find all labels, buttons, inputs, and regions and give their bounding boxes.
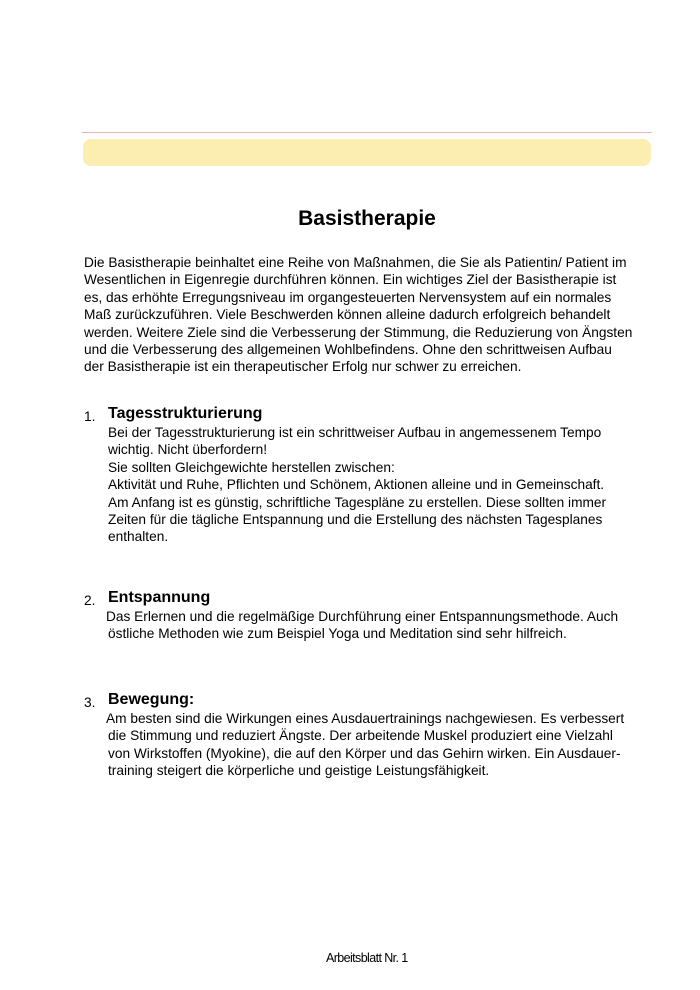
intro-line: und die Verbesserung des allgemeinen Wohlbefindens. Ohne den schrittweisen Aufbau [84, 342, 612, 358]
intro-line: Maß zurückzuführen. Viele Beschwerden können alleine dadurch erfolgreich behandelt [84, 307, 611, 323]
intro-line: Wesentlichen in Eigenregie durchführen können. Ein wichtiges Ziel der Basistherapie ist [84, 272, 617, 288]
section-line: Das Erlernen und die regelmäßige Durchführung einer Entspannungsmethode. Auch [106, 609, 619, 624]
section-number: 2. [84, 593, 96, 608]
section-body [84, 424, 664, 546]
intro-line: es, das erhöhte Erregungsniveau im organgesteuerten Nervensystem auf ein normales [84, 289, 612, 305]
section-line: training steigert die körperliche und geistige Leistungsfähigkeit. [108, 763, 490, 779]
section-heading-row [84, 588, 664, 608]
section-heading-row [84, 690, 664, 710]
intro-line: werden. Weitere Ziele sind die Verbesserung der Stimmung, die Reduzierung von Ängsten [84, 324, 633, 340]
section-body [84, 608, 664, 643]
section-number: 1. [84, 409, 96, 424]
section-tagesstrukturierung [84, 404, 664, 546]
section-bewegung [84, 690, 664, 780]
section-line: Bei der Tagesstrukturierung ist ein schrittweiser Aufbau in angemessenem Tempo [108, 425, 602, 440]
section-heading: Bewegung: [108, 691, 195, 708]
section-line: wichtig. Nicht überfordern! [108, 442, 267, 458]
header-banner [83, 139, 651, 166]
header-rule [82, 132, 652, 133]
section-entspannung [84, 588, 664, 643]
page-title: Basistherapie [298, 207, 436, 230]
section-line: Am besten sind die Wirkungen eines Ausdauertrainings nachgewiesen. Es verbessert [106, 711, 625, 726]
intro-paragraph [84, 254, 664, 376]
intro-line: der Basistherapie ist ein therapeutischer Erfolg nur schwer zu erreichen. [84, 359, 522, 375]
intro-line: Die Basistherapie beinhaltet eine Reihe von Maßnahmen, die Sie als Patientin/ Patient im [84, 255, 627, 270]
section-body [84, 710, 664, 780]
section-line: Am Anfang ist es günstig, schriftliche Tagespläne zu erstellen. Diese sollten immer [108, 494, 607, 510]
section-line: östliche Methoden wie zum Beispiel Yoga und Meditation sind sehr hilfreich. [108, 626, 567, 642]
section-line: enthalten. [108, 529, 169, 545]
section-heading: Entspannung [108, 589, 211, 606]
section-line: von Wirkstoffen (Myokine), die auf den Körper und das Gehirn wirken. Ein Ausdauer- [108, 745, 621, 761]
section-heading: Tagesstrukturierung [108, 405, 263, 422]
section-line: Sie sollten Gleichgewichte herstellen zwischen: [108, 459, 395, 475]
footer-label: Arbeitsblatt Nr. 1 [326, 951, 408, 965]
section-number: 3. [84, 695, 96, 710]
section-line: die Stimmung und reduziert Ängste. Der arbeitende Muskel produziert eine Vielzahl [108, 728, 613, 744]
section-line: Zeiten für die tägliche Entspannung und die Erstellung des nächsten Tagesplanes [108, 512, 603, 528]
section-line: Aktivität und Ruhe, Pflichten und Schönem, Aktionen alleine und in Gemeinschaft. [108, 477, 605, 493]
section-heading-row [84, 404, 664, 424]
